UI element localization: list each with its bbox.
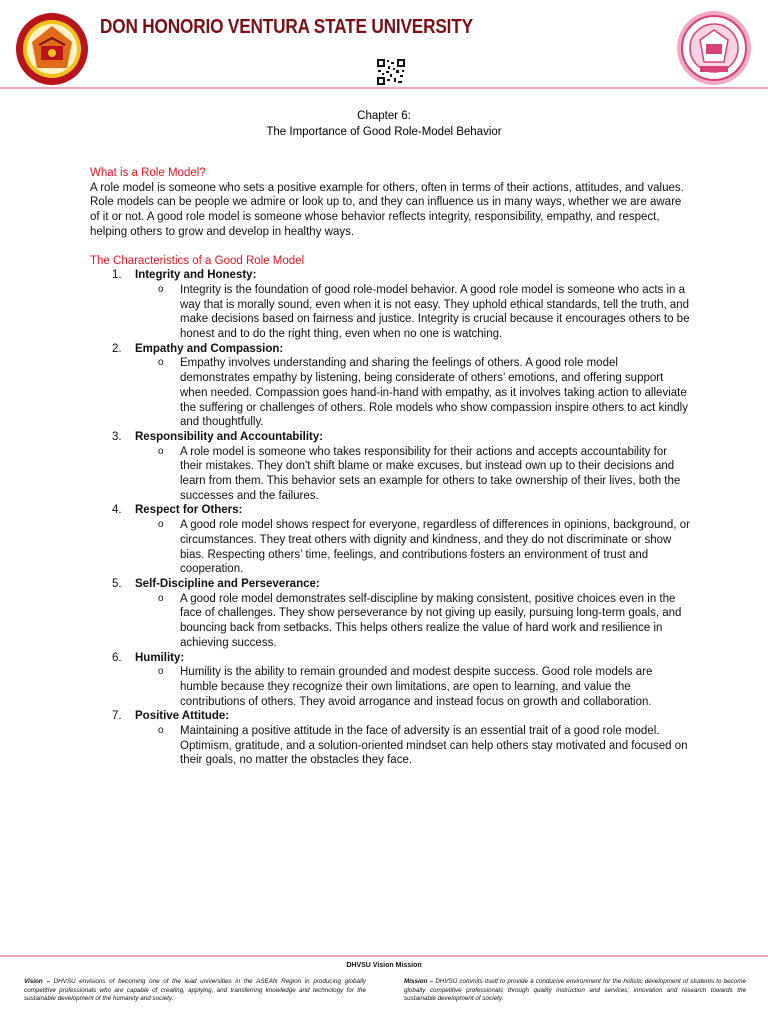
main-content bbox=[90, 166, 690, 768]
chapter-title-block bbox=[0, 108, 768, 140]
list-item-title: Positive Attitude: bbox=[135, 710, 230, 723]
bullet-icon: o bbox=[158, 666, 164, 678]
bullet-icon: o bbox=[158, 725, 164, 737]
qr-code-icon bbox=[376, 58, 406, 86]
header-divider bbox=[0, 87, 768, 89]
bullet-icon: o bbox=[158, 592, 164, 604]
page-header bbox=[0, 0, 768, 86]
list-item bbox=[90, 268, 690, 342]
list-item-number: 7. bbox=[112, 710, 122, 723]
list-item bbox=[90, 430, 690, 504]
list-item-text: Humility is the ability to remain grounded and modest despite success. Good role models are humble because they recognize their own limitations, are open to learning, and value the contributions of others. They avoid arrogance and instead focus on growth and collaboration. bbox=[180, 666, 653, 708]
chapter-title: The Importance of Good Role-Model Behavior bbox=[266, 126, 502, 138]
list-item-number: 5. bbox=[112, 577, 122, 590]
mission-text: DHVSU commits itself to provide a conducive environment for the holistic development of students to become globally competitive professionals through quality instruction and services; innovation and research towards the sustainable development of society. bbox=[404, 978, 746, 1003]
college-seal-icon bbox=[676, 10, 752, 86]
list-item bbox=[90, 342, 690, 430]
university-seal-icon bbox=[15, 12, 89, 86]
list-item-title: Responsibility and Accountability: bbox=[135, 430, 324, 443]
list-item bbox=[90, 709, 690, 768]
list-item-text: A good role model demonstrates self-discipline by making consistent, positive choices even in the face of challenges. They show perseverance by not giving up easily, pursuing long-term goals, and bouncing back from setbacks. This helps others realize the value of hard work and resilience in achieving success. bbox=[180, 592, 682, 649]
mission-label: Mission – bbox=[404, 978, 434, 985]
list-item-number: 1. bbox=[112, 269, 122, 282]
list-item-text: A role model is someone who takes responsibility for their actions and accepts accountability for their mistakes. They don't shift blame or make excuses, but instead own up to their decisions and learn from them. This behavior sets an example for others to take ownership of their lives, both the successes and the failures. bbox=[180, 445, 681, 502]
list-item-number: 2. bbox=[112, 342, 122, 355]
intro-paragraph: A role model is someone who sets a positive example for others, often in terms of their actions, attitudes, and values. Role models can be people we admire or look up to, and they can influence us in many ways, whether we are aware of it or not. A good role model is someone whose behavior reflects integrity, responsibility, empathy, and respect, helping others to grow and develop in healthy ways. bbox=[90, 181, 684, 238]
section-heading-characteristics: The Characteristics of a Good Role Model bbox=[90, 254, 305, 267]
spacer bbox=[90, 240, 690, 254]
list-item-number: 6. bbox=[112, 651, 122, 664]
bullet-icon: o bbox=[158, 519, 164, 531]
bullet-icon: o bbox=[158, 445, 164, 457]
list-item bbox=[90, 577, 690, 651]
list-item-title: Humility: bbox=[135, 651, 185, 664]
list-item bbox=[90, 503, 690, 577]
list-item-number: 3. bbox=[112, 430, 122, 443]
footer-divider bbox=[0, 955, 768, 957]
list-item-number: 4. bbox=[112, 504, 122, 517]
university-name: DON HONORIO VENTURA STATE UNIVERSITY bbox=[100, 16, 473, 38]
footer-title: DHVSU Vision Mission bbox=[346, 962, 422, 969]
list-item-text: A good role model shows respect for everyone, regardless of differences in opinions, background, or circumstances. They treat others with dignity and kindness, and they do not discriminate or show bias. Respecting others’ time, feelings, and contributions fosters an environment of trust and cooperation. bbox=[180, 519, 690, 576]
list-item-text: Maintaining a positive attitude in the face of adversity is an essential trait of a good role model. Optimism, gratitude, and a solution-oriented mindset can help others stay motivated and focused on their goals, no matter the obstacles they face. bbox=[180, 725, 688, 767]
bullet-icon: o bbox=[158, 357, 164, 369]
list-item-title: Self-Discipline and Perseverance: bbox=[135, 577, 320, 590]
section-heading-role-model: What is a Role Model? bbox=[90, 167, 206, 179]
vision-text: DHVSU envisions of becoming one of the lead universities in the ASEAN Region in producing globally competitive professionals who are capable of creating, applying, and transferring knowledge and technology for the sustainable development of the humanity and society. bbox=[24, 978, 367, 1003]
vision-label: Vision – bbox=[24, 978, 50, 985]
list-item-title: Empathy and Compassion: bbox=[135, 342, 284, 355]
list-item-title: Integrity and Honesty: bbox=[135, 269, 257, 282]
list-item bbox=[90, 651, 690, 710]
vision-statement bbox=[24, 978, 366, 1004]
list-item-text: Integrity is the foundation of good role-model behavior. A good role model is someone who acts in a way that is morally sound, even when it is not easy. They uphold ethical standards, tell the truth, and make decisions based on fairness and justice. Integrity is crucial because it encourages others to be honest and to do the right thing, even when no one is watching. bbox=[180, 283, 690, 341]
bullet-icon: o bbox=[158, 283, 164, 295]
list-item-title: Respect for Others: bbox=[135, 504, 243, 517]
list-item-text: Empathy involves understanding and sharing the feelings of others. A good role model demonstrates empathy by listening, being considerate of others’ emotions, and offering support when needed. Compassion goes hand-in-hand with empathy, as it involves taking action to alleviate the suffering or challenges of others. Role models who show compassion inspire others to act kindly and thoughtfully. bbox=[180, 357, 688, 429]
chapter-number: Chapter 6: bbox=[357, 110, 411, 122]
mission-statement bbox=[404, 978, 746, 1004]
